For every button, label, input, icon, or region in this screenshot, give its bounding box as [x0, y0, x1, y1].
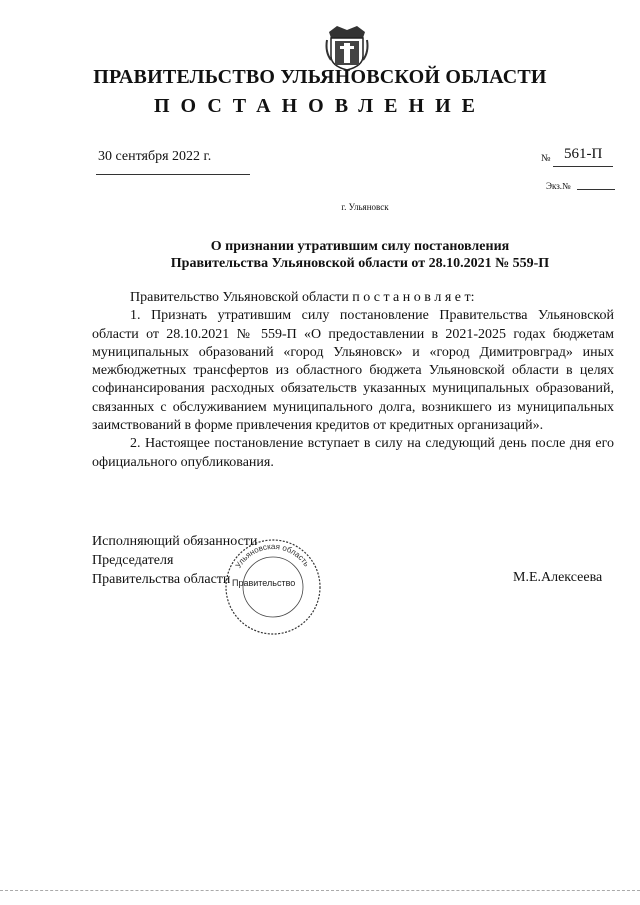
svg-text:Ульяновская область	[234, 542, 311, 570]
scan-edge-line	[0, 890, 640, 891]
clause-1: 1. Признать утратившим силу постановление Правительства Ульяновской области от 28.10.2021 № 559-П «О предоставлении в 2021-2025 годах бюджетам муниципальных образований «город Ульяновск» и «город Димитровград» иных межбюджетных трансфертов из областного бюджета Ульяновской области в целях софинансирования расходных обязательств указанных муниципальных образований, связанных с обслуживанием муниципального долга, возникшего из муниципальных заимствований в форме привлечения кредитов от кредитных организаций».	[92, 308, 614, 434]
signatory-line-1: Исполняющий обязанности	[92, 534, 258, 549]
subject-heading	[70, 238, 640, 272]
copy-number-underline	[577, 189, 615, 190]
signatory-line-2: Председателя	[92, 553, 174, 568]
document-date: 30 сентября 2022 г.	[98, 149, 212, 164]
copy-number-label: Экз.№	[546, 181, 571, 191]
subject-line-1: О признании утратившим силу постановления	[210, 239, 510, 254]
signatory-name: М.Е.Алексеева	[513, 570, 603, 585]
document-type: ПОСТАНОВЛЕНИЕ	[154, 95, 486, 117]
number-underline	[553, 166, 613, 167]
signatory-line-3: Правительства области	[92, 572, 231, 587]
coat-of-arms-icon	[323, 22, 371, 72]
seal-center-text: Правительство	[232, 578, 296, 588]
preamble: Правительство Ульяновской области п о с т а н о в л я е т:	[130, 290, 475, 305]
government-title: ПРАВИТЕЛЬСТВО УЛЬЯНОВСКОЙ ОБЛАСТИ	[93, 66, 547, 88]
subject-line-2: Правительства Ульяновской области от 28.10.2021 № 559-П	[170, 256, 550, 271]
document-number: 561-П	[564, 146, 603, 162]
number-sign: №	[541, 153, 551, 164]
seal-ring-text: Ульяновская область	[233, 541, 312, 570]
clause-2: 2. Настоящее постановление вступает в силу на следующий день после дня его официального опубликования.	[92, 436, 614, 470]
body-text	[92, 289, 614, 472]
date-underline	[96, 174, 250, 175]
city: г. Ульяновск	[341, 202, 389, 212]
